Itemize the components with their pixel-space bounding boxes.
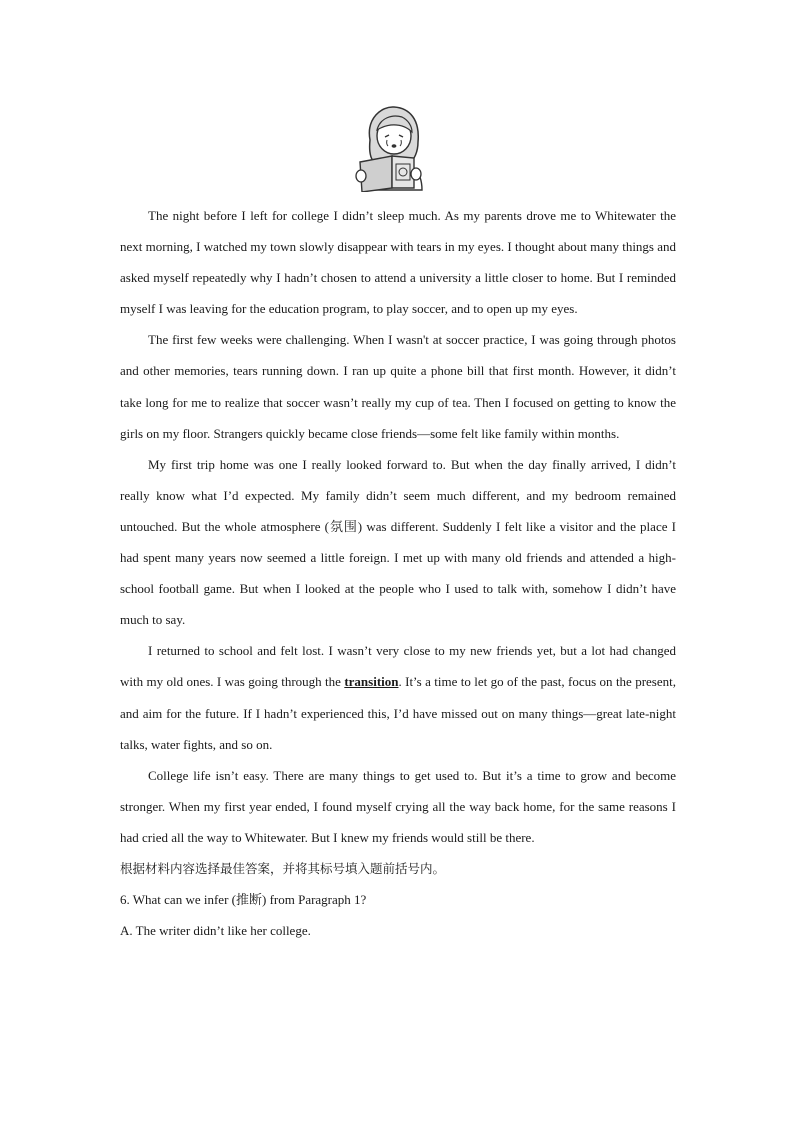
paragraph-4-end: . It’s a time to let go of the past, focus on the present, and aim for the future. If I hadn’t experienced this, I’d have missed out on many things—great late-night talks, water fights, and so on. [120,674,676,752]
instruction-text: 根据材料内容选择最佳答案，并将其标号填入题前括号内。 [120,860,446,876]
paragraph-1: The night before I left for college I didn’t sleep much. As my parents drove me to Whitewater the next morning, I watched my town slowly disappear with tears in my eyes. I thought about many things and asked myself repeatedly why I hadn’t chosen to attend a university a little closer to home. But I reminded myself I was leaving for the education program, to play soccer, and to open up my eyes. [120,208,677,317]
option-a: A. The writer didn’t like her college. [120,923,311,939]
highlighted-word: transition [344,674,399,690]
girl-reading-book-crying-icon [352,100,432,192]
paragraph-5: College life isn’t easy. There are many things to get used to. But it’s a time to grow and become stronger. When my first year ended, I found myself crying all the way back home, for the same reasons I had cried all the way to Whitewater. But I knew my friends would still be there. [120,767,676,845]
paragraph-3: My first trip home was one I really looked forward to. But when the day finally arrived, I didn’t really know what I’d expected. My family didn’t seem much different, and my bedroom remained untouched. But the whole atmosphere (氛围) was different. Suddenly I felt like a visitor and the place I had spent many years now seemed a little foreign. I met up with many old friends and attended a high-school football game. But when I looked at the people who I used to talk with, somehow I didn’t have much to say. [120,456,676,628]
paragraph-4 [120,635,676,759]
question-stem: 6. What can we infer (推断) from Paragraph 1? [120,892,367,908]
passage-text [120,200,676,946]
paragraph-2: The first few weeks were challenging. When I wasn't at soccer practice, I was going through photos and other memories, tears running down. I ran up quite a phone bill that first month. However, it didn’t take long for me to realize that soccer wasn’t really my cup of tea. Then I focused on getting to know the girls on my floor. Strangers quickly became close friends—some felt like family within months. [120,332,676,441]
paragraph-4-start: I returned to school and felt lost. I wasn’t very close to my new friends yet, but a lot had changed with my old ones. I was going through the [120,643,676,690]
